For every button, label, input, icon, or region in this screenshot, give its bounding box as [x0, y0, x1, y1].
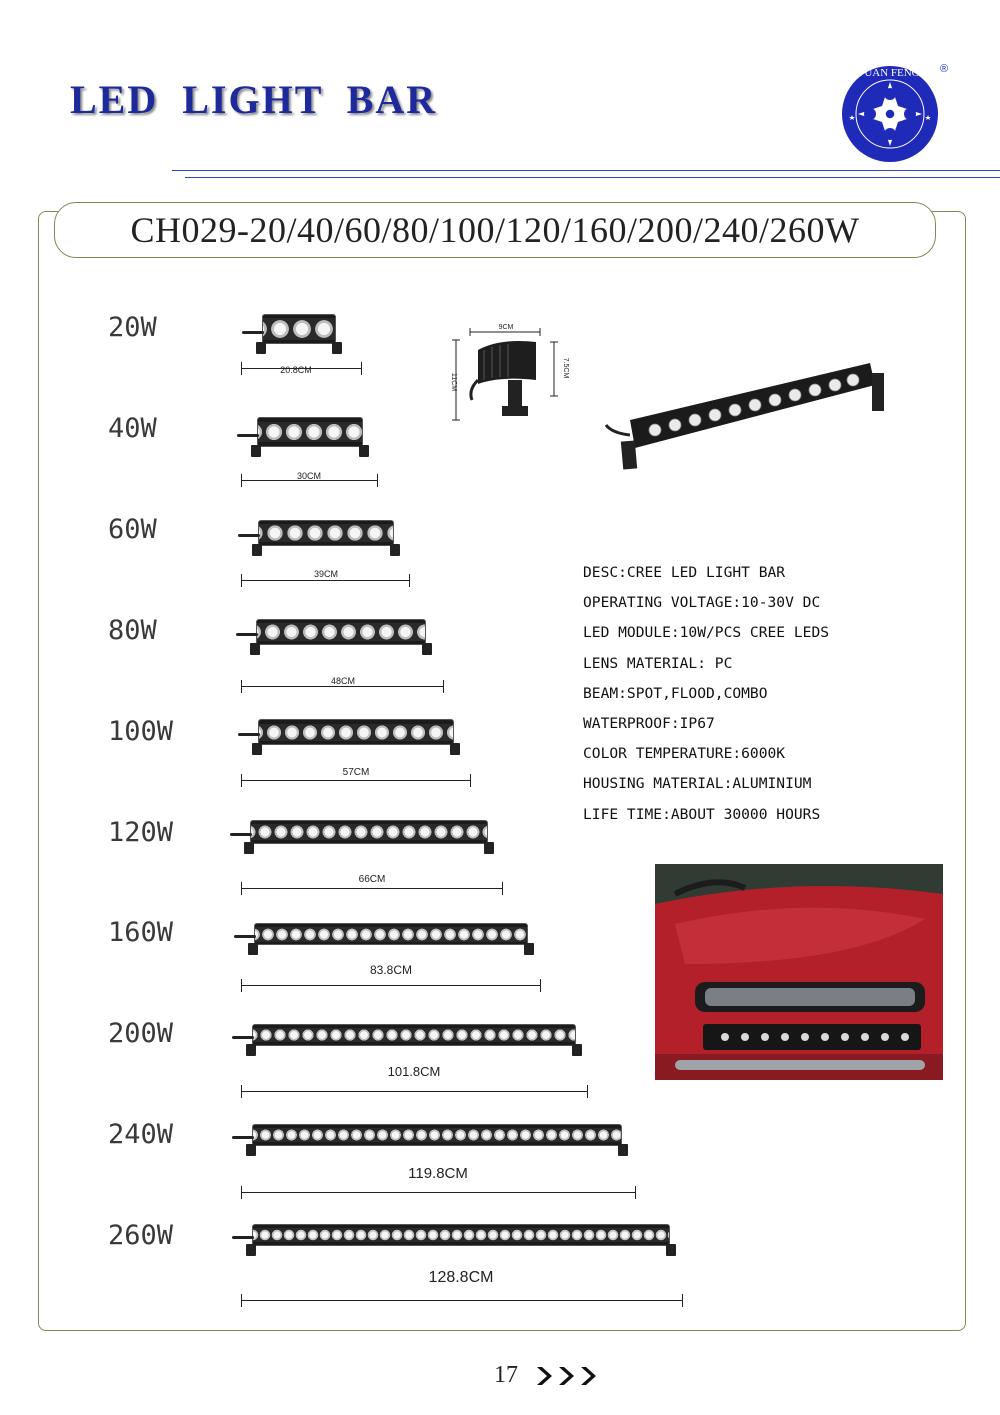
page-number: 17 [494, 1362, 518, 1388]
watt-label: 200W [108, 1018, 174, 1049]
side-depth-label: 7.5CM [562, 357, 569, 379]
dimension-label: 48CM [330, 676, 356, 686]
watt-label: 120W [108, 817, 174, 848]
dimension-label: 57CM [342, 767, 370, 778]
spec-item: OPERATING VOLTAGE:10-30V DC [583, 594, 821, 612]
dimension-line [241, 580, 410, 581]
light-bar-40w [257, 417, 363, 447]
compass-star-logo [838, 58, 948, 168]
dimension-label: 30CM [296, 471, 322, 481]
watt-label: 20W [108, 312, 157, 343]
vehicle-installation-photo [655, 864, 943, 1080]
registered-mark: ® [940, 63, 948, 75]
dimension-line [241, 985, 541, 986]
spec-item: LIFE TIME:ABOUT 30000 HOURS [583, 805, 821, 823]
header-rule [172, 170, 1000, 171]
model-banner [54, 202, 936, 258]
spec-item: HOUSING MATERIAL:ALUMINIUM [583, 775, 812, 793]
light-bar-80w [256, 619, 426, 645]
dimension-line [241, 780, 471, 781]
watt-label: 240W [108, 1119, 174, 1150]
spec-item: WATERPROOF:IP67 [583, 714, 715, 732]
spec-item: DESC:CREE LED LIGHT BAR [583, 564, 786, 581]
light-bar-200w [252, 1024, 576, 1046]
watt-label: 160W [108, 917, 174, 948]
dimension-line [241, 888, 503, 889]
spec-list [583, 562, 829, 834]
spec-item: LENS MATERIAL: PC [583, 654, 733, 672]
dimension-label: 119.8CM [408, 1165, 468, 1182]
light-bar-260w [252, 1224, 670, 1246]
watt-label: 100W [108, 716, 174, 747]
side-width-label: 9CM [498, 324, 514, 331]
light-bar-160w [254, 923, 528, 945]
watt-label: 80W [108, 615, 157, 646]
light-bar-240w [252, 1124, 622, 1146]
spec-item: BEAM:SPOT,FLOOD,COMBO [583, 684, 768, 702]
dimension-line [241, 686, 444, 687]
dimension-line [241, 1192, 636, 1193]
watt-label: 60W [108, 514, 157, 545]
page-title: LED LIGHT BAR [70, 77, 438, 122]
light-bar-perspective-photo [600, 345, 910, 515]
light-bar-20w [262, 314, 336, 344]
triple-chevron-right-icon [535, 1364, 607, 1388]
model-number: CH029-20/40/60/80/100/120/160/200/240/260W [130, 210, 860, 250]
light-bar-120w [250, 820, 488, 844]
logo-text: YUAN FENG [856, 67, 920, 79]
watt-label: 40W [108, 413, 157, 444]
spec-item: LED MODULE:10W/PCS CREE LEDS [583, 624, 830, 642]
side-view-diagram [440, 320, 580, 430]
dimension-line [241, 1300, 683, 1301]
header-rule [185, 177, 1000, 178]
light-bar-60w [258, 520, 394, 546]
dimension-line [241, 1091, 588, 1092]
side-height-label: 11CM [450, 372, 457, 392]
dimension-label: 128.8CM [428, 1269, 494, 1286]
spec-item: COLOR TEMPERATURE:6000K [583, 745, 786, 763]
dimension-label: 83.8CM [369, 963, 413, 977]
watt-label: 260W [108, 1220, 174, 1251]
dimension-label: 101.8CM [387, 1064, 441, 1079]
dimension-label: 20.8CM [280, 365, 312, 375]
dimension-label: 66CM [358, 874, 386, 885]
light-bar-100w [258, 719, 454, 745]
dimension-label: 39CM [313, 569, 339, 579]
